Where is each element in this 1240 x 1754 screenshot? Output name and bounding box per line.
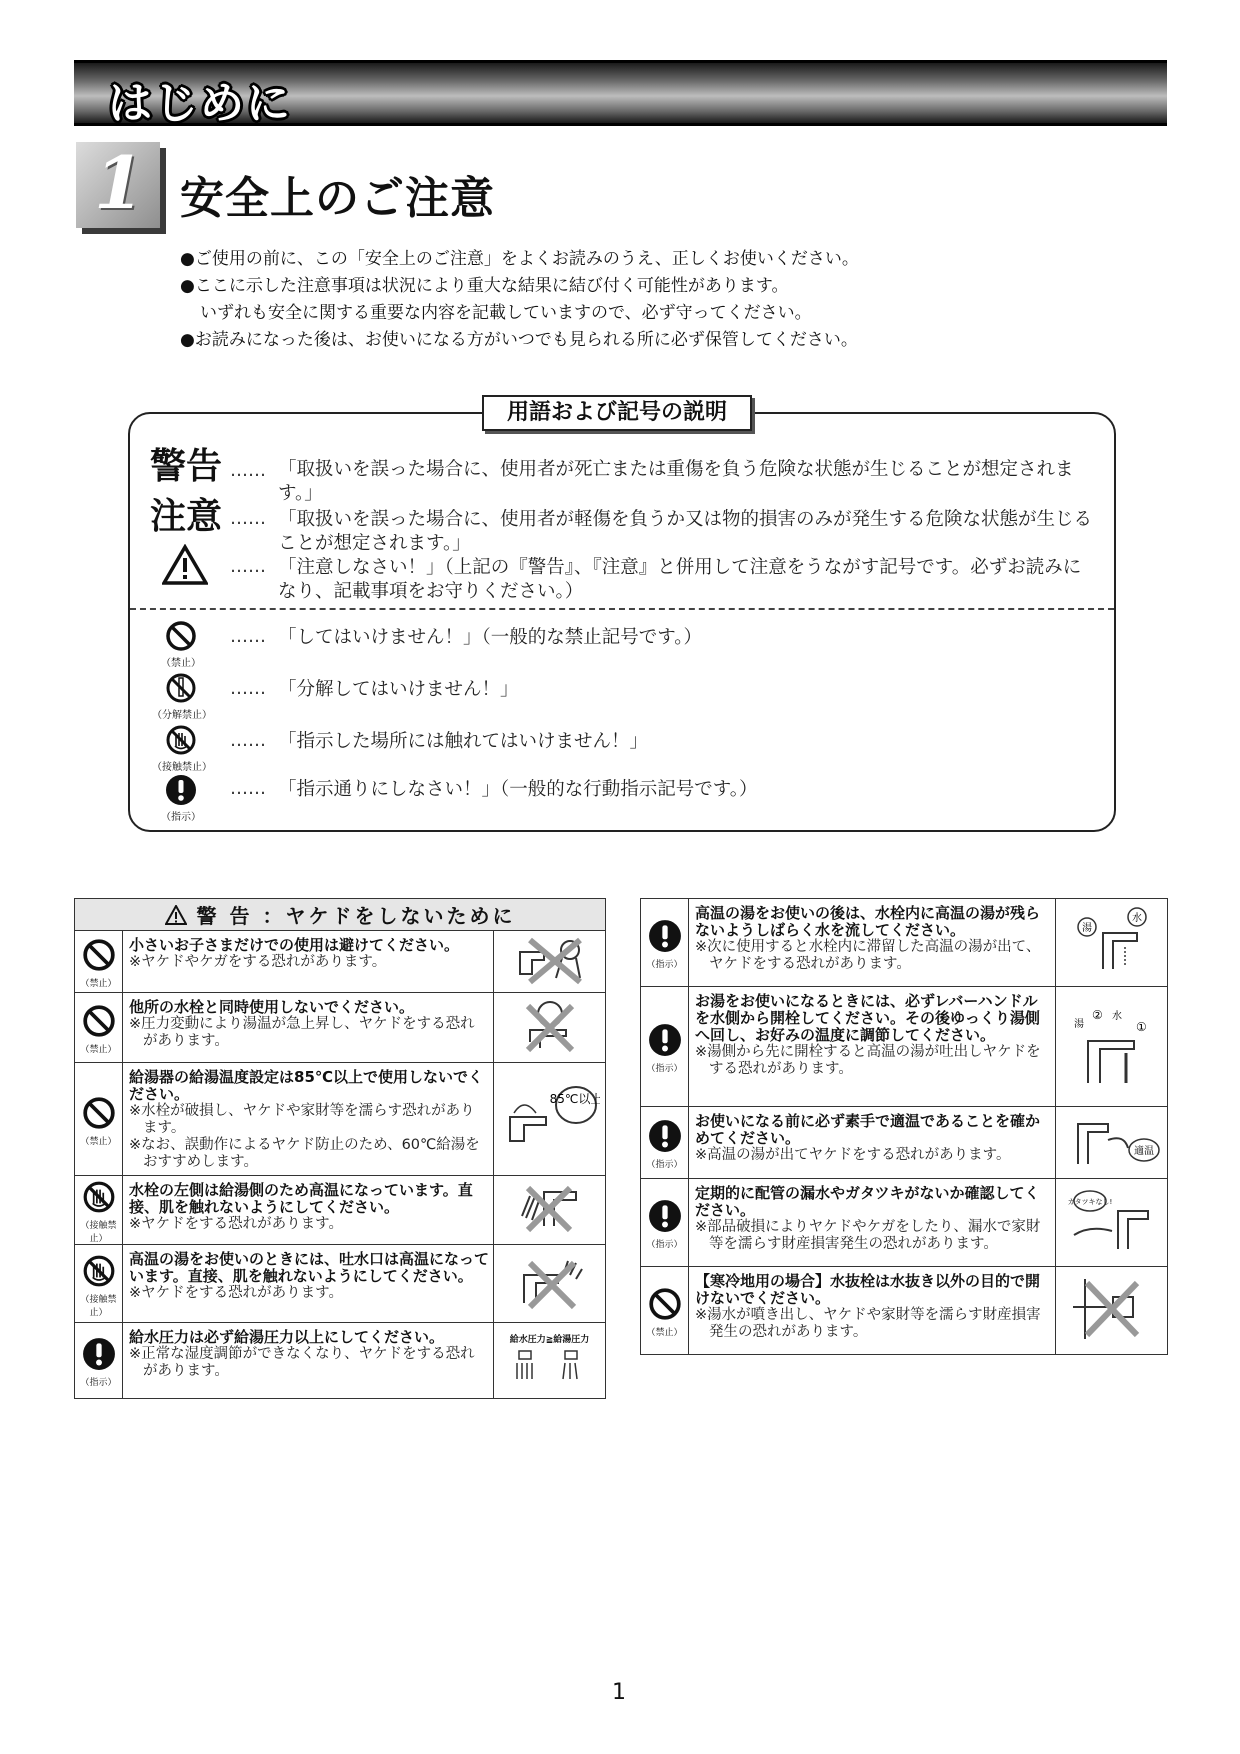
legend-dots: …… (230, 730, 266, 751)
row-note: ※湯水が噴き出し、ヤケドや家財等を濡らす財産損害発生の恐れがあります。 (695, 1307, 1041, 1340)
legend-term-caution: 注意 (150, 496, 223, 537)
instruct-icon: （指示） (641, 987, 689, 1107)
legend-box (128, 412, 1116, 832)
caution-triangle-icon (165, 905, 187, 925)
row-heading: 給水圧力は必ず給湯圧力以上にしてください。 (129, 1328, 445, 1346)
instruct-icon: （指示） (641, 1107, 689, 1179)
table-row (641, 1267, 1168, 1355)
no-disassemble-icon (152, 672, 210, 721)
prohibit-icon: （禁止） (75, 931, 123, 993)
no-touch-icon: （接触禁止） (75, 1245, 123, 1323)
legend-text-disassemble: 「分解してはいけません！」 (278, 679, 519, 700)
chapter-header-bar (74, 60, 1167, 129)
faucet-child-illustration (494, 931, 606, 993)
lever-sequence-illustration (1056, 987, 1168, 1107)
table-row (75, 1063, 606, 1176)
row-note: ※ヤケドやケガをする恐れがあります。 (129, 954, 387, 970)
row-note: ※正常な湿度調節ができなくなり、ヤケドをする恐れがあります。 (129, 1346, 475, 1379)
row-note: ※なお、誤動作によるヤケド防止のため、60℃給湯をおすすめします。 (129, 1137, 480, 1170)
pic-label: ガタツキなし! (1067, 1197, 1112, 1206)
row-heading: 高温の湯をお使いのときには、吐水口は高温になっています。直接、肌を触れないようにしてください。 (129, 1250, 490, 1285)
intro-line: ●ここに示した注意事項は状況により重大な結果に結び付く可能性があります。 (180, 276, 789, 296)
legend-dots: …… (230, 508, 266, 529)
intro-line: いずれも安全に関する重要な内容を記載していますので、必ず守ってください。 (200, 303, 812, 323)
instruct-icon: （指示） (641, 899, 689, 987)
prohibit-icon: （禁止） (75, 993, 123, 1063)
row-heading: 高温の湯をお使いの後は、水栓内に高温の湯が残らないようしばらく水を流してください。 (695, 904, 1041, 939)
instruct-icon: （指示） (641, 1179, 689, 1267)
pic-label: 適温 (1133, 1145, 1154, 1157)
legend-text-instruct: 「指示通りにしなさい！」（一般的な行動指示記号です。） (278, 779, 758, 800)
notouch-label: （接触禁止） (152, 762, 212, 773)
row-heading: お湯をお使いになるときには、必ずレバーハンドルを水側から開栓してください。その後ゆっくり湯側へ回し、お好みの温度に調節してください。 (695, 992, 1040, 1044)
hand-test-water-illustration (1056, 1107, 1168, 1179)
pic-label: 湯 (1081, 922, 1092, 934)
section-number: 1 (94, 140, 145, 225)
row-heading: お使いになる前に必ず素手で適温であることを確かめてください。 (695, 1112, 1041, 1147)
legend-title: 用語および記号の説明 (482, 395, 752, 431)
warning-table-right (640, 898, 1168, 1355)
legend-dots: …… (230, 678, 266, 699)
row-note: ※ヤケドをする恐れがあります。 (129, 1285, 343, 1301)
legend-text-notouch: 「指示した場所には触れてはいけません！」 (278, 731, 649, 752)
table-row (75, 1323, 606, 1399)
legend-text-triangle: 「注意しなさい！」（上記の『警告』、『注意』と併用して注意をうながす記号です。必ずお読みになり、記載事項をお守りください。） (278, 557, 1082, 602)
prohibit-icon: （禁止） (641, 1267, 689, 1355)
row-note: ※ヤケドをする恐れがあります。 (129, 1216, 343, 1232)
instruct-icon: （指示） (75, 1323, 123, 1399)
pic-label: 湯 (1073, 1018, 1084, 1030)
pressure-comparison-illustration (494, 1323, 606, 1399)
chapter-title: はじめに (108, 78, 292, 129)
row-heading: 定期的に配管の漏水やガタツキがないか確認してください。 (695, 1184, 1040, 1219)
row-note: ※次に使用すると水栓内に滞留した高温の湯が出て、ヤケドをする恐れがあります。 (695, 939, 1041, 972)
prohibit-label: （禁止） (161, 658, 201, 669)
table-row (641, 987, 1168, 1107)
legend-dots: …… (230, 778, 266, 799)
legend-text-prohibit: 「してはいけません！」（一般的な禁止記号です。） (278, 627, 703, 648)
table-row (75, 1176, 606, 1245)
table-row (641, 1107, 1168, 1179)
table-row (75, 931, 606, 993)
no-touch-icon: （接触禁止） (75, 1176, 123, 1245)
legend-dots: …… (230, 626, 266, 647)
row-note: ※水栓が破損し、ヤケドや家財等を濡らす恐れがあります。 (129, 1103, 475, 1136)
pic-label: ① (1135, 1019, 1147, 1034)
row-heading: 小さいお子さまだけでの使用は避けてください。 (129, 936, 460, 954)
legend-text-warning: 「取扱いを誤った場合に、使用者が死亡または重傷を負う危険な状態が生じることが想定されます。」 (278, 459, 1074, 504)
legend-divider (130, 608, 1114, 610)
row-heading: 【寒冷地用の場合】水抜栓は水抜き以外の目的で開けないでください。 (695, 1272, 1041, 1307)
disassemble-label: （分解禁止） (152, 710, 212, 721)
hand-faucet-illustration (494, 1176, 606, 1245)
section-number-box (76, 142, 160, 228)
legend-text-caution: 「取扱いを誤った場合に、使用者が軽傷を負うか又は物的損害のみが発生する危険な状態が生じることが想定されます。」 (278, 509, 1093, 554)
no-touch-icon (152, 724, 210, 773)
intro-line: ●お読みになった後は、お使いになる方がいつでも見られる所に必ず保管してください。 (180, 330, 858, 350)
pic-label: ② (1091, 1007, 1103, 1022)
faucet-hot-cold-illustration (1056, 899, 1168, 987)
spout-hand-illustration (494, 1245, 606, 1323)
badge-text: 85℃以上 (549, 1092, 600, 1106)
row-heading: 給湯器の給湯温度設定は85℃以上で使用しないでください。 (129, 1068, 484, 1103)
table-row (641, 899, 1168, 987)
drain-valve-illustration (1056, 1267, 1168, 1355)
pressure-caption: 給水圧力≧給湯圧力 (509, 1335, 590, 1345)
caution-triangle-icon (156, 544, 214, 590)
legend-dots: …… (230, 460, 266, 481)
pipe-inspection-illustration (1056, 1179, 1168, 1267)
instruct-icon (152, 774, 210, 823)
warning-table-header (75, 899, 606, 931)
legend-term-warning: 警告 (150, 446, 223, 487)
instruct-label: （指示） (161, 812, 201, 823)
intro-line: ●ご使用の前に、この「安全上のご注意」をよくお読みのうえ、正しくお使いください。 (180, 249, 859, 269)
heater-temperature-illustration (494, 1063, 606, 1176)
table-row (75, 993, 606, 1063)
intro-text (180, 246, 859, 354)
table-row (75, 1245, 606, 1323)
row-heading: 水栓の左側は給湯側のため高温になっています。直接、肌を触れないようにしてください。 (129, 1181, 473, 1216)
row-heading: 他所の水栓と同時使用しないでください。 (129, 998, 415, 1016)
row-note: ※部品破損によりヤケドやケガをしたり、漏水で家財等を濡らす財産損害発生の恐れがあります。 (695, 1219, 1041, 1252)
page-number: 1 (612, 1680, 626, 1705)
prohibit-icon (152, 620, 210, 669)
legend-dots: …… (230, 556, 266, 577)
section-title: 安全上のご注意 (180, 173, 495, 224)
table-row (641, 1179, 1168, 1267)
faucet-shower-illustration (494, 993, 606, 1063)
warning-header-text: 警 告 ：ヤケドをしないために (196, 904, 516, 928)
prohibit-icon: （禁止） (75, 1063, 123, 1176)
row-note: ※圧力変動により湯温が急上昇し、ヤケドをする恐れがあります。 (129, 1016, 475, 1049)
warning-table-left (74, 898, 606, 1399)
row-note: ※高温の湯が出てヤケドをする恐れがあります。 (695, 1147, 1011, 1163)
row-note: ※湯側から先に開栓すると高温の湯が吐出しヤケドをする恐れがあります。 (695, 1044, 1041, 1077)
pic-label: 水 (1131, 912, 1142, 924)
pic-label: 水 (1111, 1010, 1122, 1022)
